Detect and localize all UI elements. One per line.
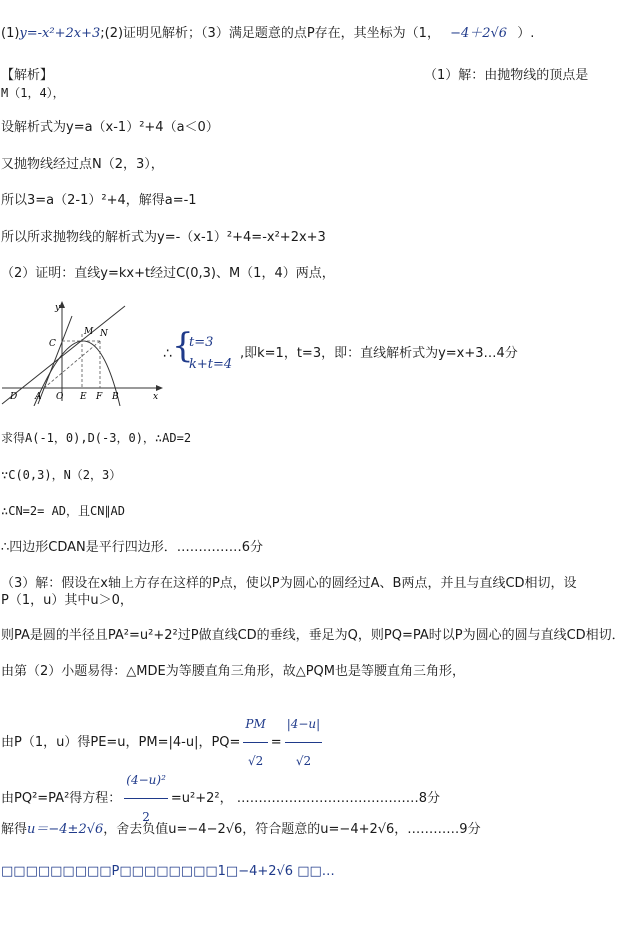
analysis-line-solve: 所以3=a（2-1）²+4，解得a=-1 [1,193,197,208]
label-o: O [56,392,64,402]
label-a: A [35,392,42,402]
label-n: N [100,329,108,339]
part3-line4: 由第（2）小题易得：△MDE为等腰直角三角形，故△PQM也是等腰直角三角形， [1,664,465,679]
label-e: E [80,392,87,402]
parabola-curve [34,341,120,406]
part3-line1: （3）解：假设在x轴上方存在这样的P点，使以P为圆心的圆经过A、B两点，并且与直线CD相切，设 [1,576,577,591]
answer-part1-prefix: (1) [1,26,20,41]
part3-line7-solution: u＝−4±2√6 [27,822,104,837]
part2-line-parallelogram: ∴四边形CDAN是平行四边形．……………6分 [1,540,264,555]
line-ac [38,316,72,404]
part3-line6-prefix: 由PQ²=PA²得方程： [1,791,122,806]
part2-line-a-d: 求得A(-1，0),D(-3，0)，∴AD=2 [1,431,192,445]
system-eq2: k+t=4 [189,357,233,372]
part3-line2: P（1，u）其中u＞0， [1,593,133,608]
analysis-part1-intro: （1）解：由抛物线的顶点是 [424,68,589,83]
part3-line7-prefix: 解得 [1,822,28,837]
parabola-graph [0,296,170,406]
part2-line-cn: ∴CN=2= AD，且CN∥AD [1,504,125,518]
label-x: x [153,392,159,402]
line-cd [2,306,125,404]
label-y: y [55,303,61,313]
fraction-abs-denominator: √2 [295,754,312,768]
answer-part2-text: ;(2)证明见解析；（3）满足题意的点P存在，其坐标为（1， [100,26,440,41]
analysis-line-result: 所以所求抛物线的解析式为y=-（x-1）²+4=-x²+2x+3 [1,230,326,245]
answer-coordinate-value: −4＋2√6 [450,26,508,41]
therefore-symbol: ∴ [163,346,172,362]
answer-line [1,26,534,42]
analysis-line-point: 又抛物线经过点N（2，3）， [1,157,164,172]
label-f: F [96,392,103,402]
answer-part1-equation: y=-x²+2x+3 [19,26,101,41]
fraction-squared-numerator: (4−u)² [124,762,168,799]
part3-line5-equals: = [270,735,282,750]
answer-closing: ）. [517,26,535,41]
analysis-line-form: 设解析式为y=a（x-1）²+4（a＜0） [1,120,219,135]
fraction-pm-denominator: √2 [247,754,264,768]
label-c: C [49,339,56,349]
system-eq1: t=3 [189,335,214,350]
fraction-pm-numerator: PM [243,706,267,743]
part3-line5-prefix: 由P（1，u）得PE=u，PM=|4-u|，PQ= [1,735,241,750]
part3-line7 [1,822,481,838]
analysis-heading: 【解析】 [1,68,54,83]
label-d: D [10,392,18,402]
system-result: ,即k=1，t=3，即：直线解析式为y=x+3…4分 [240,346,518,361]
part3-line7-rest: ，舍去负值u=−4−2√6，符合题意的u=−4+2√6，…………9分 [103,822,481,837]
label-m: M [84,327,94,337]
part2-intro: （2）证明：直线y=kx+t经过C(0,3)、M（1，4）两点， [1,266,335,281]
label-b: B [112,392,119,402]
part3-line6-suffix: =u²+2²， ……………………………………8分 [170,791,441,806]
part3-line8-garbled: □□□□□□□□□P□□□□□□□□1□−4+2√6 □□… [1,864,335,879]
part2-line-c-n: ∵C(0,3)，N（2，3） [1,468,122,482]
fraction-squared-denominator: 2 [142,810,150,824]
part3-line3: 则PA是圆的半径且PA²=u²+2²过P做直线CD的垂线，垂足为Q，则PQ=PA时以P为圆心的圆与直线CD相切． [1,628,625,643]
analysis-vertex: M（1，4）， [1,86,65,100]
fraction-abs-numerator: |4−u| [285,706,323,743]
x-axis-arrow [156,385,163,391]
equation-brace: { [172,326,194,366]
